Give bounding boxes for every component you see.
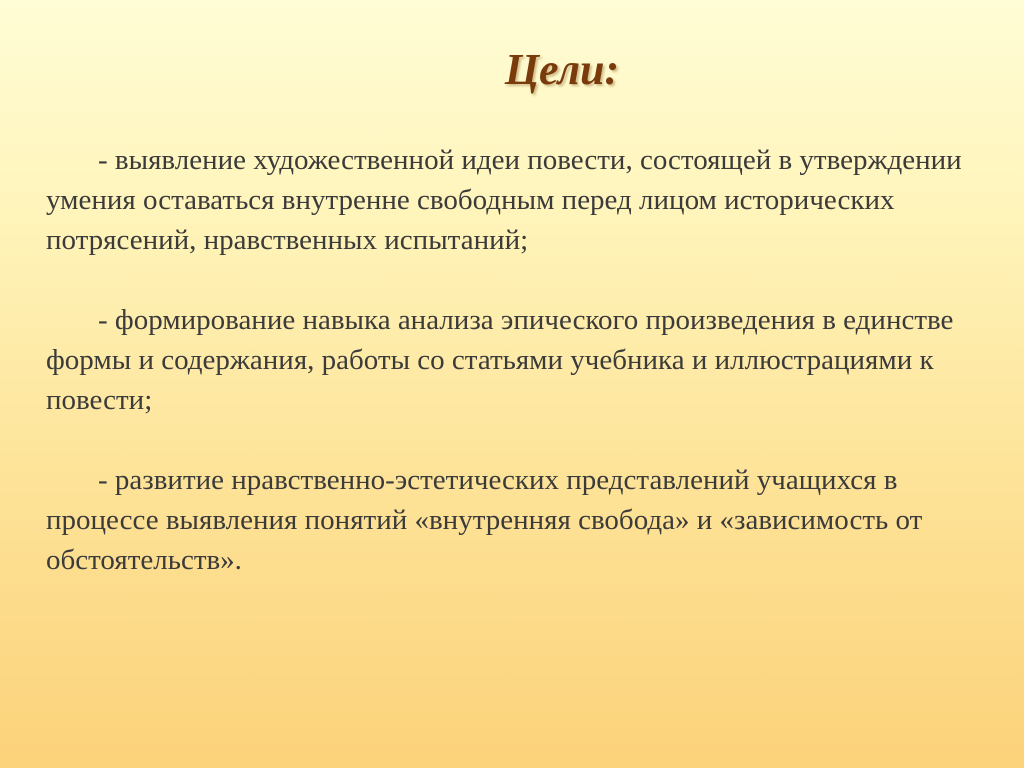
goal-item-1: - выявление художественной идеи повести, состоящей в утверждении умения оставаться внутренне свободным перед лицом исторических потрясений, нравственных испытаний; (46, 144, 962, 256)
goals-list (46, 140, 986, 580)
goal-item-2: - формирование навыка анализа эпического произведения в единстве формы и содержания, работы со статьями учебника и иллюстрациями к повести; (46, 304, 954, 416)
goal-item-3: - развитие нравственно-эстетических представлений учащихся в процессе выявления понятий «внутренняя свобода» и «зависимость от обстоятельств». (46, 464, 923, 576)
slide-title: Цели: (504, 45, 620, 94)
